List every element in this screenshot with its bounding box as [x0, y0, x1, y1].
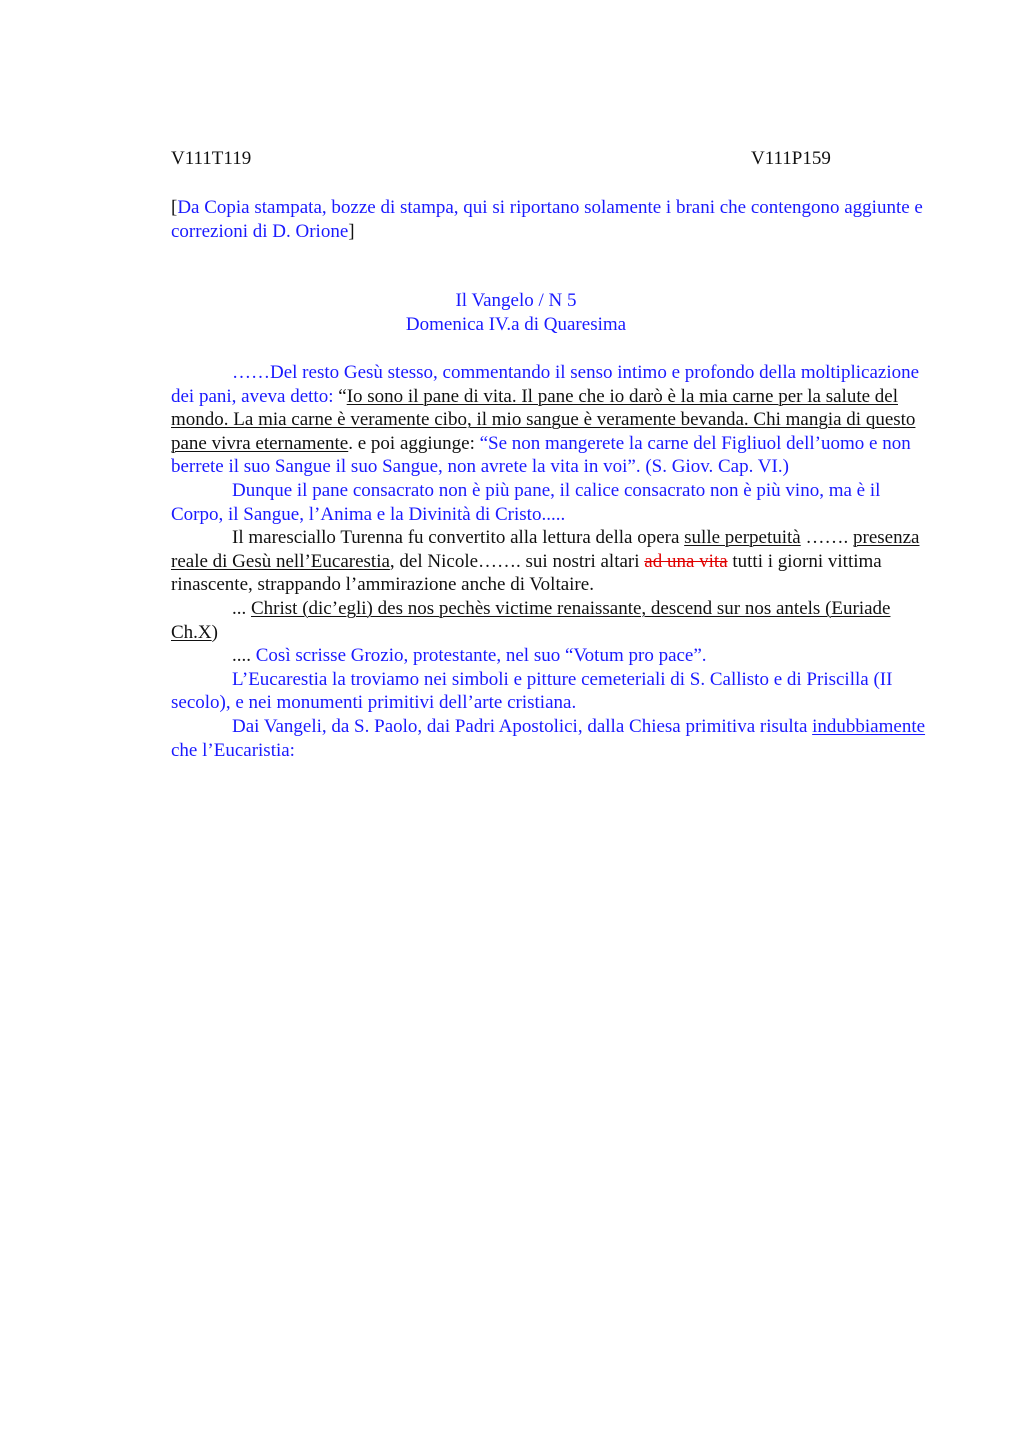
paragraph-4 — [171, 597, 931, 644]
p3-underlined-2: presenza reale di Gesù nell’Eucarestia — [171, 527, 920, 572]
p4-close-paren: ) — [211, 621, 218, 643]
document-code-left: V111T119 — [171, 148, 252, 169]
paragraph-2: Dunque il pane consacrato non è più pane, il calice consacrato non è più vino, ma è il Corpo, il Sangue, l’Anima e la Divinità di Cristo..... — [171, 479, 881, 525]
p7-text-1: Dai Vangeli, da S. Paolo, dai Padri Apostolici, dalla Chiesa primitiva risulta — [232, 715, 813, 737]
paragraph-1 — [171, 361, 931, 479]
p3-underlined-1: sulle perpetuità — [684, 527, 801, 549]
p3-text-3: tutti i giorni vittima rinascente, strappando l’ammirazione anche di Voltaire. — [171, 550, 882, 596]
paragraph-7 — [171, 715, 931, 762]
p3-text-2: , del Nicole……. sui nostri altari — [389, 550, 645, 572]
paragraph-3 — [171, 526, 931, 597]
editorial-note — [171, 196, 931, 243]
p3-ellipsis: ……. — [800, 527, 853, 549]
p1-connector: . e poi aggiunge: — [348, 432, 480, 454]
paragraph-6: L’Eucarestia la troviamo nei simboli e pitture cemeteriali di S. Callisto e di Priscilla (II secolo), e nei monumenti primitivi dell’arte cristiana. — [171, 668, 893, 714]
p1-intro: ……Del resto Gesù stesso, commentando il senso intimo e profondo della moltiplicazione dei pani, aveva detto: — [171, 362, 920, 407]
p1-second-quote: “Se non mangerete la carne del Figliuol dell’uomo e non berrete il suo Sangue il suo Sangue, non avrete la vita in voi”. (S. Giov. Cap. VI.) — [171, 432, 911, 478]
p4-ellipsis: ... — [232, 597, 251, 619]
heading-subtitle: Domenica IV.a di Quaresima — [405, 313, 627, 335]
paragraph-5 — [171, 644, 931, 668]
note-text: Da Copia stampata, bozze di stampa, qui si riportano solamente i brani che contengono aggiunte e correzioni di D. Orione — [171, 197, 923, 242]
p3-deleted-text: ad una vita — [644, 550, 728, 572]
p1-quote-mark: “ — [338, 385, 347, 407]
document-code-right: V111P159 — [751, 148, 831, 169]
p7-underlined: indubbiamente — [812, 715, 926, 737]
section-heading — [171, 289, 861, 336]
p3-text-1: Il maresciallo Turenna fu convertito alla lettura della opera — [232, 527, 685, 549]
p4-french-quote: Christ (dic’egli) des nos pechès victime renaissante, descend sur nos antels (Euriade Ch.X — [171, 597, 891, 643]
p1-underlined-quote: Io sono il pane di vita. Il pane che io darò è la mia carne per la salute del mondo. La mia carne è veramente cibo, il mio sangue è veramente bevanda. Chi mangia di questo pane vivra eternamente — [171, 385, 916, 454]
note-bracket-open: [ — [171, 197, 178, 218]
heading-title: Il Vangelo / N 5 — [455, 290, 577, 311]
p5-ellipsis: .... — [232, 645, 256, 667]
p7-text-2: che l’Eucaristia: — [171, 739, 295, 761]
document-body — [171, 361, 931, 762]
note-bracket-close: ] — [348, 220, 355, 242]
p5-text: Così scrisse Grozio, protestante, nel suo “Votum pro pace”. — [255, 645, 707, 667]
